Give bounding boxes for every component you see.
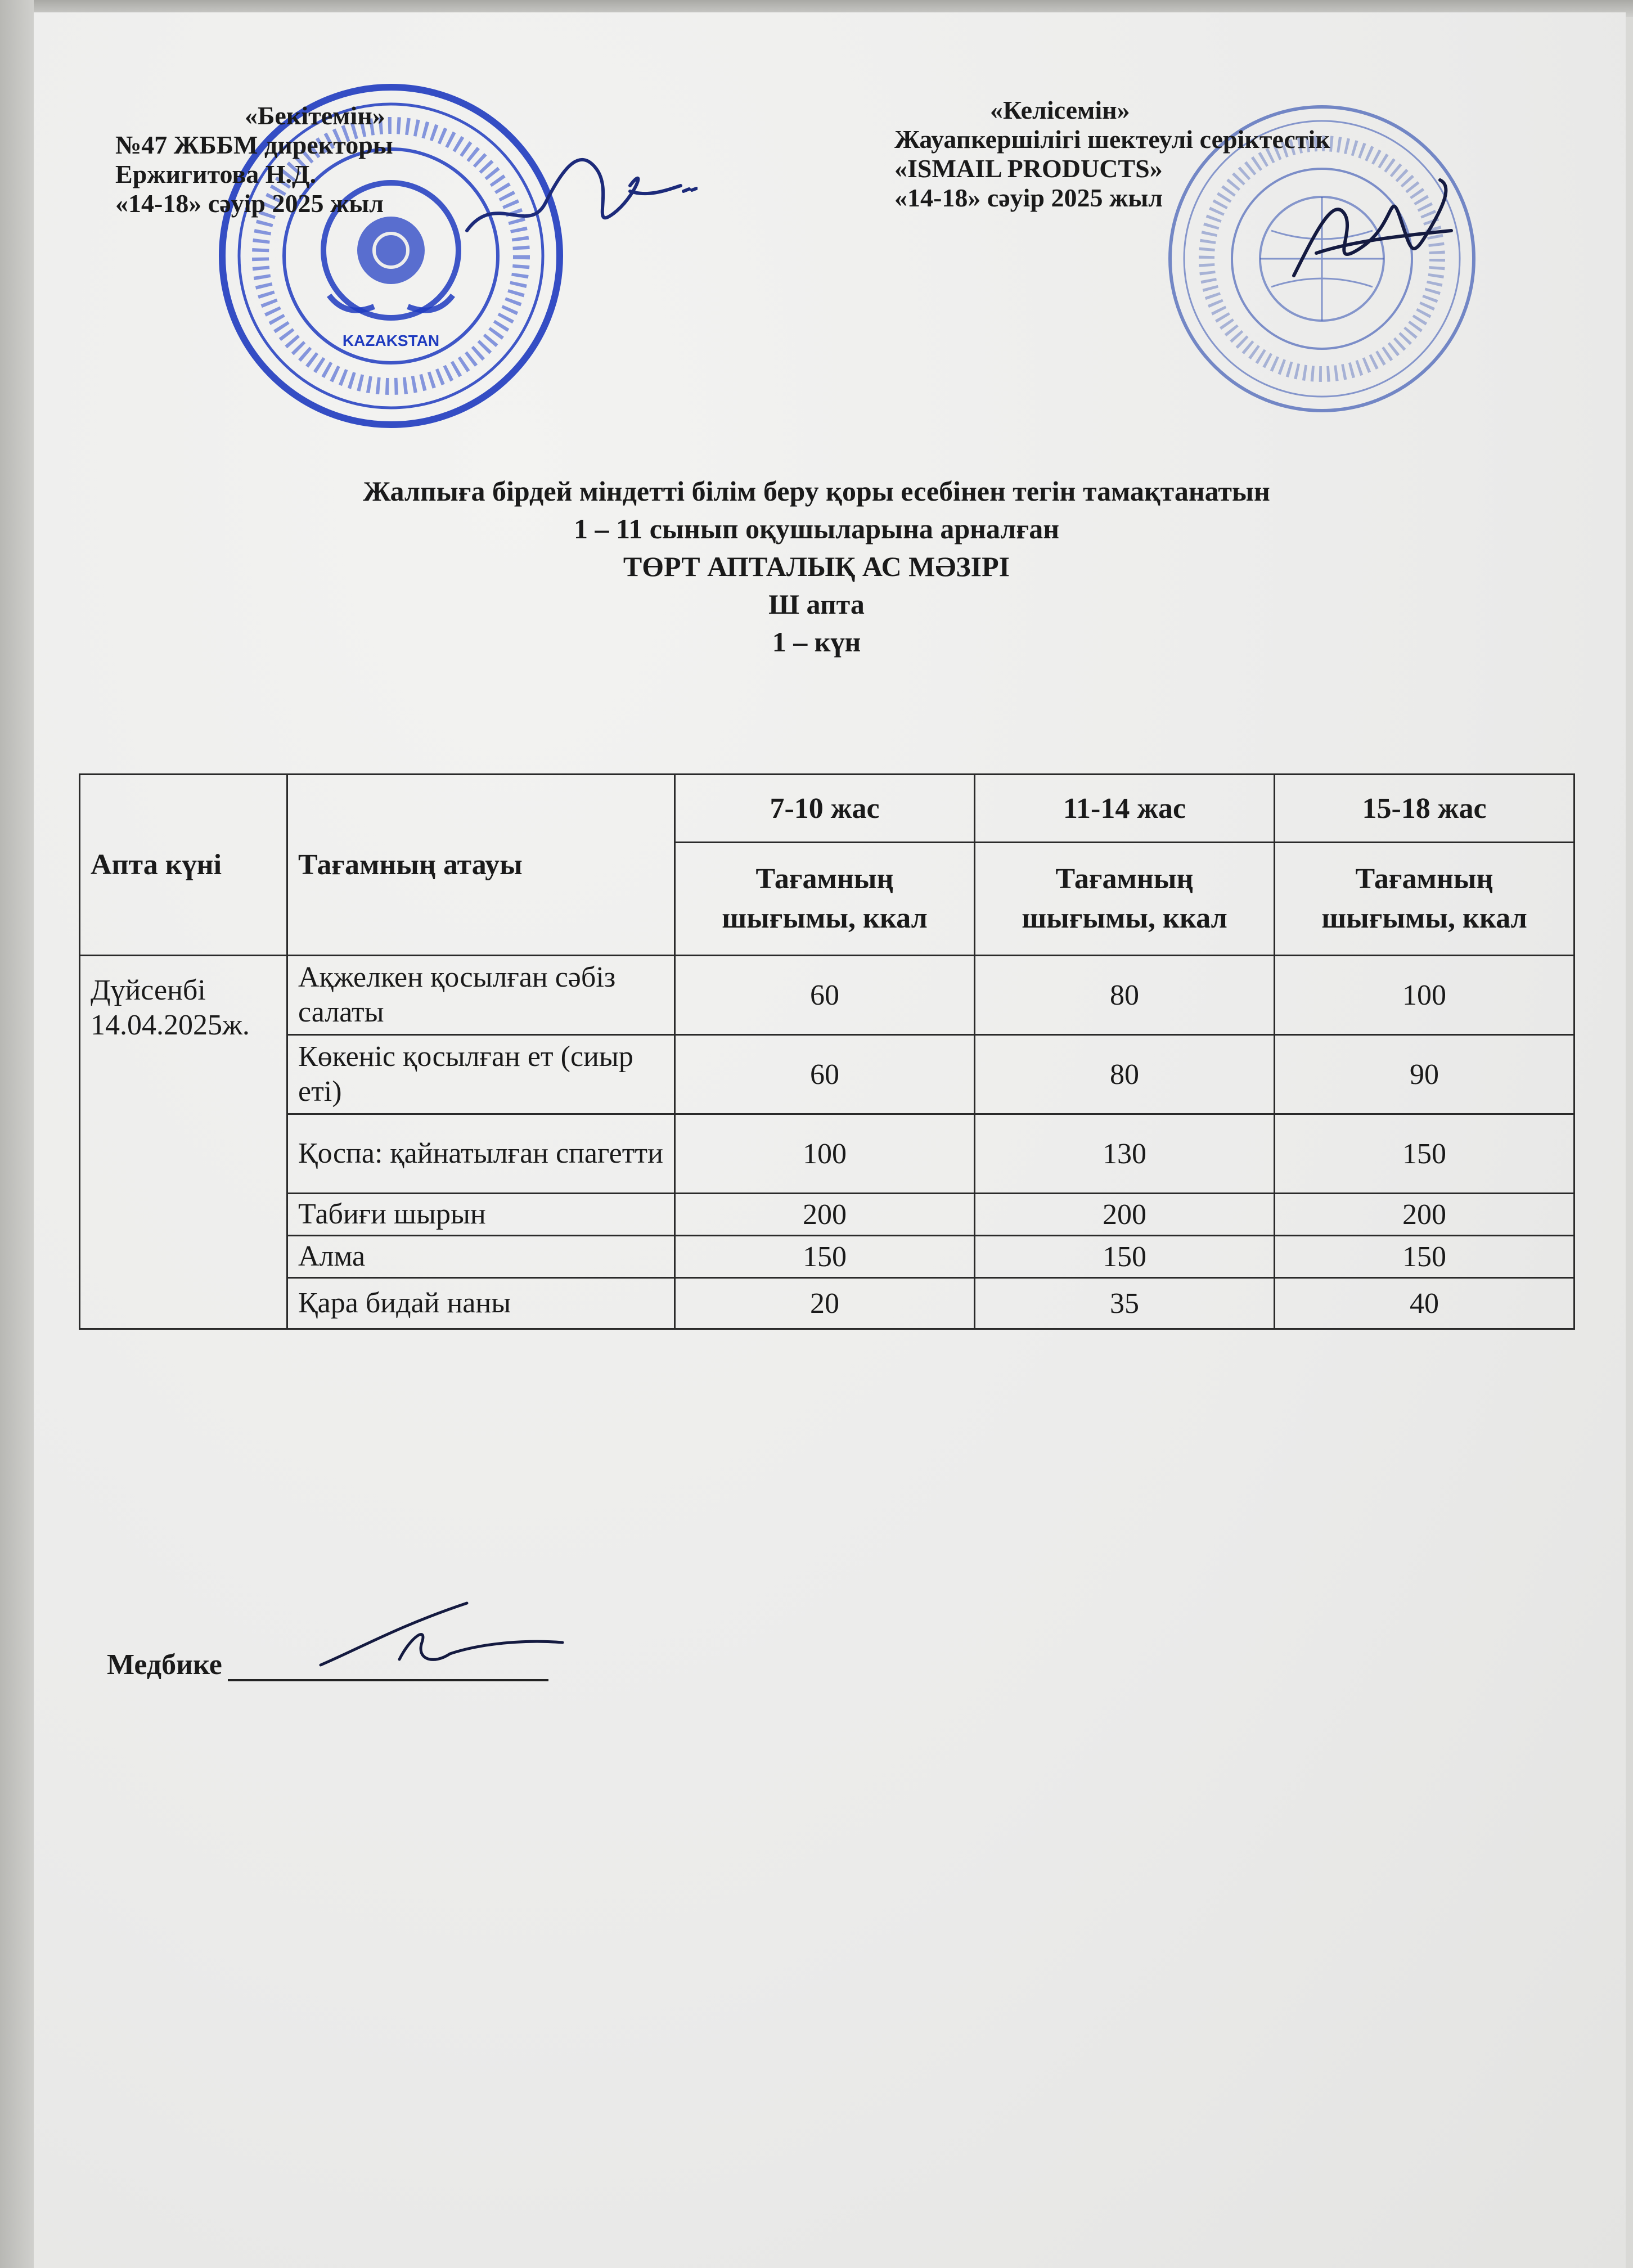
yield-value: 150	[675, 1236, 975, 1278]
yield-value: 130	[975, 1114, 1275, 1194]
table-row	[80, 1035, 1574, 1114]
subheader-yield-1: Тағамның шығымы, ккал	[675, 843, 975, 956]
approval-block	[115, 101, 622, 218]
title-line-1: Жалпыға бірдей міндетті білім беру қоры есебінен тегін тамақтанатын	[363, 475, 1270, 507]
header-age-15-18: 15-18 жас	[1275, 775, 1574, 843]
yield-value: 20	[675, 1278, 975, 1329]
nurse-signature-icon	[315, 1592, 574, 1676]
dish-name: Қоспа: қайнатылған спагетти	[287, 1114, 675, 1194]
approval-date: «14-18» сәуір 2025 жыл	[115, 189, 384, 218]
title-day: 1 – күн	[772, 626, 861, 658]
yield-value: 150	[975, 1236, 1275, 1278]
dish-name: Көкеніс қосылған ет (сиыр еті)	[287, 1035, 675, 1114]
header-day: Апта күні	[80, 775, 287, 956]
approval-heading: «Бекітемін»	[245, 101, 385, 130]
title-line-3: ТӨРТ АПТАЛЫҚ АС МӘЗІРІ	[623, 551, 1010, 582]
table-row	[80, 1278, 1574, 1329]
approver-name: Ержигитова Н.Д.	[115, 160, 317, 188]
yield-value: 200	[975, 1194, 1275, 1236]
yield-value: 100	[675, 1114, 975, 1194]
table-row	[80, 1114, 1574, 1194]
day-name: Дүйсенбі	[91, 974, 206, 1006]
day-date: 14.04.2025ж.	[91, 1009, 250, 1041]
approver-position: №47 ЖББМ директоры	[115, 130, 393, 159]
agreement-block	[894, 96, 1513, 213]
yield-value: 60	[675, 1035, 975, 1114]
subheader-yield-3: Тағамның шығымы, ккал	[1275, 843, 1574, 956]
agreement-org-type: Жауапкершілігі шектеулі серіктестік	[894, 125, 1330, 154]
yield-value: 60	[675, 956, 975, 1035]
yield-value: 40	[1275, 1278, 1574, 1329]
yield-value: 150	[1275, 1236, 1574, 1278]
yield-value: 100	[1275, 956, 1574, 1035]
table-header-row	[80, 775, 1574, 843]
dish-name: Табиғи шырын	[287, 1194, 675, 1236]
photo-edge-left	[0, 0, 34, 2268]
dish-name: Қара бидай наны	[287, 1278, 675, 1329]
table-row	[80, 1236, 1574, 1278]
document-title	[0, 472, 1633, 661]
header-age-11-14: 11-14 жас	[975, 775, 1275, 843]
title-week: Ш апта	[768, 588, 865, 620]
header-age-7-10: 7-10 жас	[675, 775, 975, 843]
yield-value: 150	[1275, 1114, 1574, 1194]
day-cell	[80, 956, 287, 1329]
table-row	[80, 956, 1574, 1035]
seal-caption: KAZAKSTAN	[342, 332, 440, 349]
nurse-label: Медбике	[107, 1649, 222, 1681]
title-line-2: 1 – 11 сынып оқушыларына арналған	[573, 513, 1059, 544]
yield-value: 200	[675, 1194, 975, 1236]
yield-value: 200	[1275, 1194, 1574, 1236]
header-dish-name: Тағамның атауы	[287, 775, 675, 956]
yield-value: 90	[1275, 1035, 1574, 1114]
dish-name: Ақжелкен қосылған сәбіз салаты	[287, 956, 675, 1035]
subheader-yield-2: Тағамның шығымы, ккал	[975, 843, 1275, 956]
dish-name: Алма	[287, 1236, 675, 1278]
yield-value: 80	[975, 1035, 1275, 1114]
yield-value: 80	[975, 956, 1275, 1035]
agreement-org-name: «ISMAIL PRODUCTS»	[894, 154, 1163, 183]
menu-table	[79, 773, 1575, 1330]
agreement-heading: «Келісемін»	[990, 96, 1130, 124]
table-row	[80, 1194, 1574, 1236]
yield-value: 35	[975, 1278, 1275, 1329]
agreement-date: «14-18» сәуір 2025 жыл	[894, 183, 1163, 212]
